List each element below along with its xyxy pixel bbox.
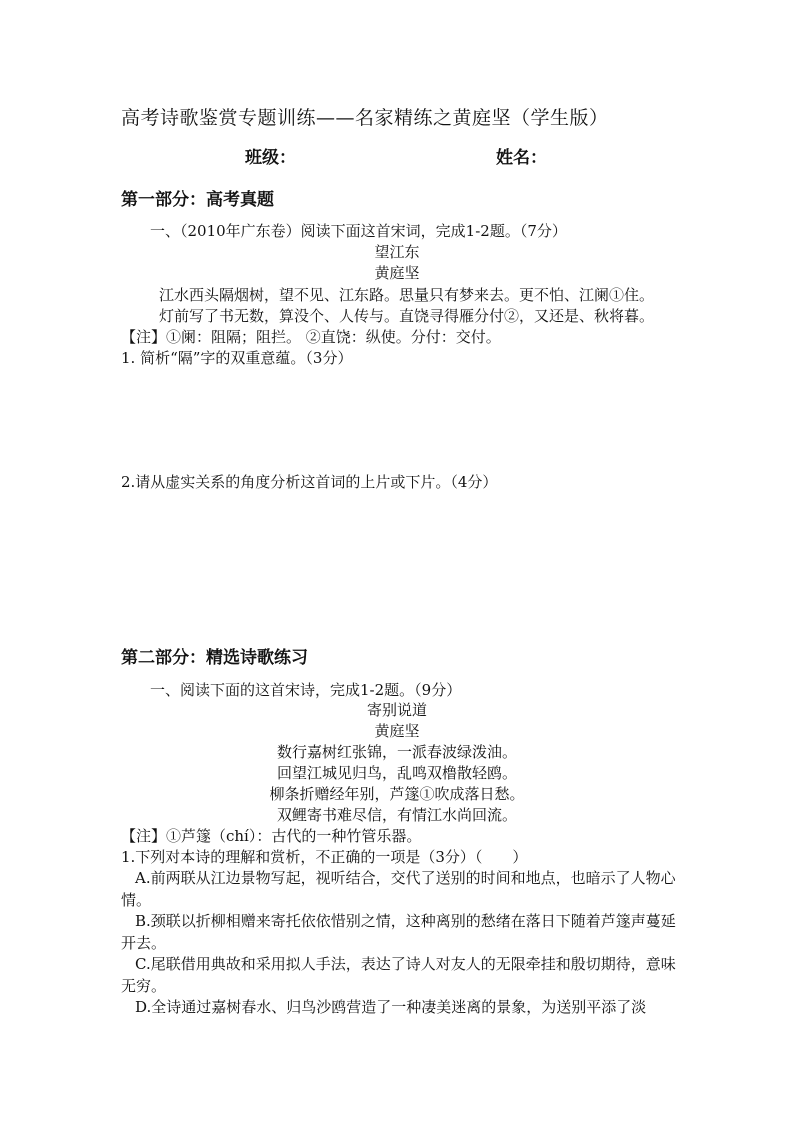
part2-option-a: A.前两联从江边景物写起，视听结合，交代了送别的时间和地点，也暗示了人物心情。 bbox=[121, 869, 676, 909]
part1-question-1: 1. 简析“隔”字的双重意蕴。（3分） bbox=[121, 349, 353, 367]
part1-heading: 第一部分：高考真题 bbox=[121, 190, 274, 210]
part2-option-d: D.全诗通过嘉树春水、归鸟沙鸥营造了一种凄美迷离的景象，为送别平添了淡 bbox=[135, 998, 647, 1016]
part1-poem-title: 望江东 bbox=[374, 243, 420, 261]
part2-poem-title: 寄别说道 bbox=[366, 701, 427, 719]
part2-verse-3: 柳条折赠经年别，芦篴①吹成落日愁。 bbox=[269, 785, 525, 803]
part2-option-c: C.尾联借用典故和采用拟人手法，表达了诗人对友人的无限牵挂和殷切期待，意味无穷。 bbox=[121, 955, 676, 995]
part1-poem-line-1: 江水西头隔烟树，望不见、江东路。思量只有梦来去。更不怕、江阑①住。 bbox=[159, 286, 655, 304]
class-label: 班级： bbox=[245, 148, 296, 168]
name-label: 姓名： bbox=[496, 148, 547, 168]
part2-option-b: B.颈联以折柳相赠来寄托依依惜别之情，这种离别的愁绪在落日下随着芦篴声蔓延开去。 bbox=[121, 912, 676, 952]
part2-intro: 一、阅读下面的这首宋诗，完成1-2题。（9分） bbox=[150, 681, 462, 699]
part2-note: 【注】①芦篴（chí）：古代的一种竹管乐器。 bbox=[121, 827, 422, 845]
part1-question-2: 2.请从虚实关系的角度分析这首词的上片或下片。（4分） bbox=[121, 473, 498, 491]
part2-question-1: 1.下列对本诗的理解和赏析，不正确的一项是（3分）（ ） bbox=[121, 848, 528, 866]
part1-poem-line-2: 灯前写了书无数，算没个、人传与。直饶寻得雁分付②，又还是、秋将暮。 bbox=[159, 307, 655, 325]
part2-verse-4: 双鲤寄书难尽信，有情江水尚回流。 bbox=[276, 806, 517, 824]
part2-verse-1: 数行嘉树红张锦，一派春波绿泼油。 bbox=[276, 743, 517, 761]
page-title: 高考诗歌鉴赏专题训练——名家精练之黄庭坚（学生版） bbox=[121, 107, 609, 129]
part1-intro: 一、（2010年广东卷）阅读下面这首宋词，完成1-2题。（7分） bbox=[150, 222, 567, 240]
part1-note: 【注】①阑：阻隔；阻拦。 ②直饶：纵使。分付：交付。 bbox=[121, 328, 501, 346]
part2-poem-author: 黄庭坚 bbox=[374, 722, 420, 740]
part2-verse-2: 回望江城见归鸟，乱鸣双橹散轻鸥。 bbox=[276, 764, 517, 782]
part1-poem-author: 黄庭坚 bbox=[374, 264, 420, 282]
part2-heading: 第二部分：精选诗歌练习 bbox=[121, 648, 308, 668]
